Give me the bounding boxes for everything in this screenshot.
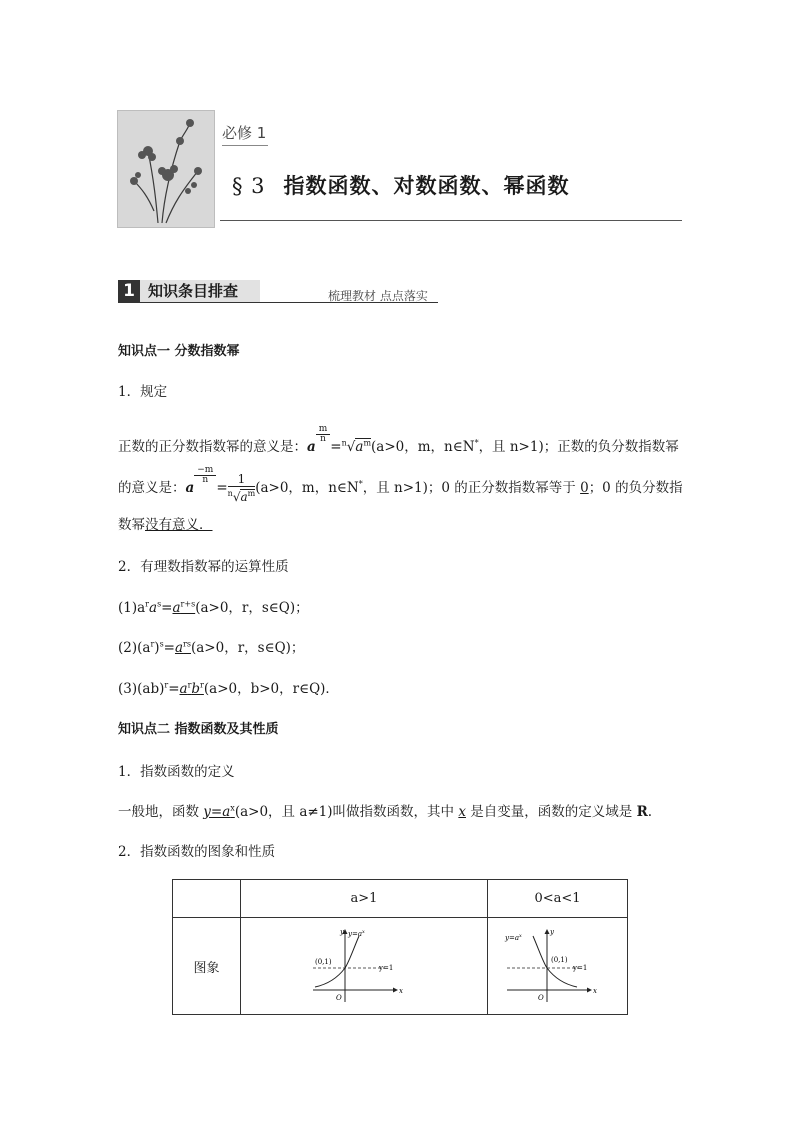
y-axis-arrow — [544, 929, 549, 934]
origin-label: O — [537, 994, 544, 1002]
rule-2-answer: $a^{rs}$ — [174, 639, 191, 656]
flower-illustration — [118, 111, 214, 227]
chapter-title-rule — [220, 220, 682, 221]
header-a-gt-1: a>1 — [241, 880, 488, 918]
chapter-number: § 3 — [232, 174, 266, 198]
radical-sign: √ — [346, 439, 356, 455]
kp1-item1: 1．规定 — [118, 384, 168, 400]
rule-3: $(3)(ab)^r=a^rb^r(a>0$，b>0，r∈Q)． — [118, 680, 339, 697]
kp2-definition: 一般地，函数 $y=a^x(a>0$，且 a≠1)叫做指数函数，其中 x 是自变量，函数的定义域是 R. — [118, 803, 653, 820]
y-axis-label: y — [340, 928, 344, 936]
table-graph-row — [173, 918, 628, 1015]
rule-1-answer: $a^{r+s}$ — [172, 599, 196, 616]
module-label: 必修 1 — [222, 124, 267, 142]
exponential-properties-table — [172, 879, 628, 1015]
chapter-title-text: 指数函数、对数函数、幂函数 — [283, 174, 570, 198]
x-axis-arrow — [393, 988, 398, 993]
x-axis-label: x — [399, 987, 403, 995]
table-corner-cell — [173, 880, 241, 918]
kp2-heading: 知识点二 指数函数及其性质 — [118, 722, 279, 737]
graph-increasing-cell — [241, 918, 488, 1015]
definition-function: $y=a^x$ — [203, 803, 235, 820]
header-a-between-0-1: 0<a<1 — [488, 880, 628, 918]
kp1-positive-def: 正数的正分数指数幂的意义是：a $\frac{m}{n}$ $=^n√a^m(a>0$，m，n∈N*，且 n>1)；正数的负分数指数幂 — [118, 424, 679, 455]
rule-1: $(1)a^ra^s=a^{r+s}(a>0$，r，s∈Q)； — [118, 599, 309, 616]
table-header-row — [173, 880, 628, 918]
rule-3-answer: $a^rb^r$ — [179, 680, 204, 697]
chapter-illustration — [117, 110, 215, 228]
graph-decreasing — [503, 926, 613, 1006]
graph-row-label: 图象 — [173, 918, 241, 1015]
y-axis-label: y — [549, 928, 554, 936]
neg-exponent-fraction: $\frac{-m}{n}$ — [194, 466, 216, 485]
kp1-item2: 2．有理数指数幂的运算性质 — [118, 559, 289, 575]
module-underline — [222, 145, 268, 146]
reciprocal-fraction: $\frac{1}{^n√a^m}$ — [227, 472, 256, 504]
origin-label: O — [336, 994, 342, 1002]
rule-2: $(2)(a^r)^s=a^{rs}(a>0$，r，s∈Q)； — [118, 639, 305, 656]
kp2-item1: 1．指数函数的定义 — [118, 764, 235, 780]
x-axis-arrow — [587, 988, 592, 993]
kp2-item2: 2．指数函数的图象和性质 — [118, 844, 276, 860]
exponent-fraction: $\frac{m}{n}$ — [316, 425, 331, 444]
kp1-negative-def: 的意义是：a $\frac{-m}{n}$ = $\frac{1}{^n√a^m}$ (a>0，m，n∈N*，且 n>1)；0 的正分数指数幂等于 0；0 的负分数指 — [118, 465, 683, 504]
independent-variable: x — [458, 804, 466, 820]
undefined-answer: 没有意义． — [145, 517, 213, 533]
point-label: (0,1) — [315, 958, 332, 966]
zero-answer: 0 — [580, 480, 589, 496]
line-label: y=1 — [379, 964, 394, 972]
line-label: y=1 — [572, 964, 587, 972]
section-subtitle: 梳理教材 点点落实 — [328, 289, 428, 303]
kp1-heading: 知识点一 分数指数幂 — [118, 344, 240, 359]
curve-label: $y=a^x$ — [348, 929, 365, 938]
domain-R: R — [636, 804, 648, 820]
section-label: 知识条目排查 — [140, 280, 260, 302]
section-number: 1 — [118, 280, 140, 302]
kp1-undefined-line: 数幂没有意义． — [118, 517, 213, 533]
x-axis-label: x — [592, 987, 597, 995]
point-label: (0,1) — [550, 956, 568, 964]
curve-label: $y=a^x$ — [504, 933, 522, 942]
graph-increasing — [309, 926, 419, 1006]
graph-decreasing-cell — [488, 918, 628, 1015]
chapter-title — [232, 170, 570, 200]
